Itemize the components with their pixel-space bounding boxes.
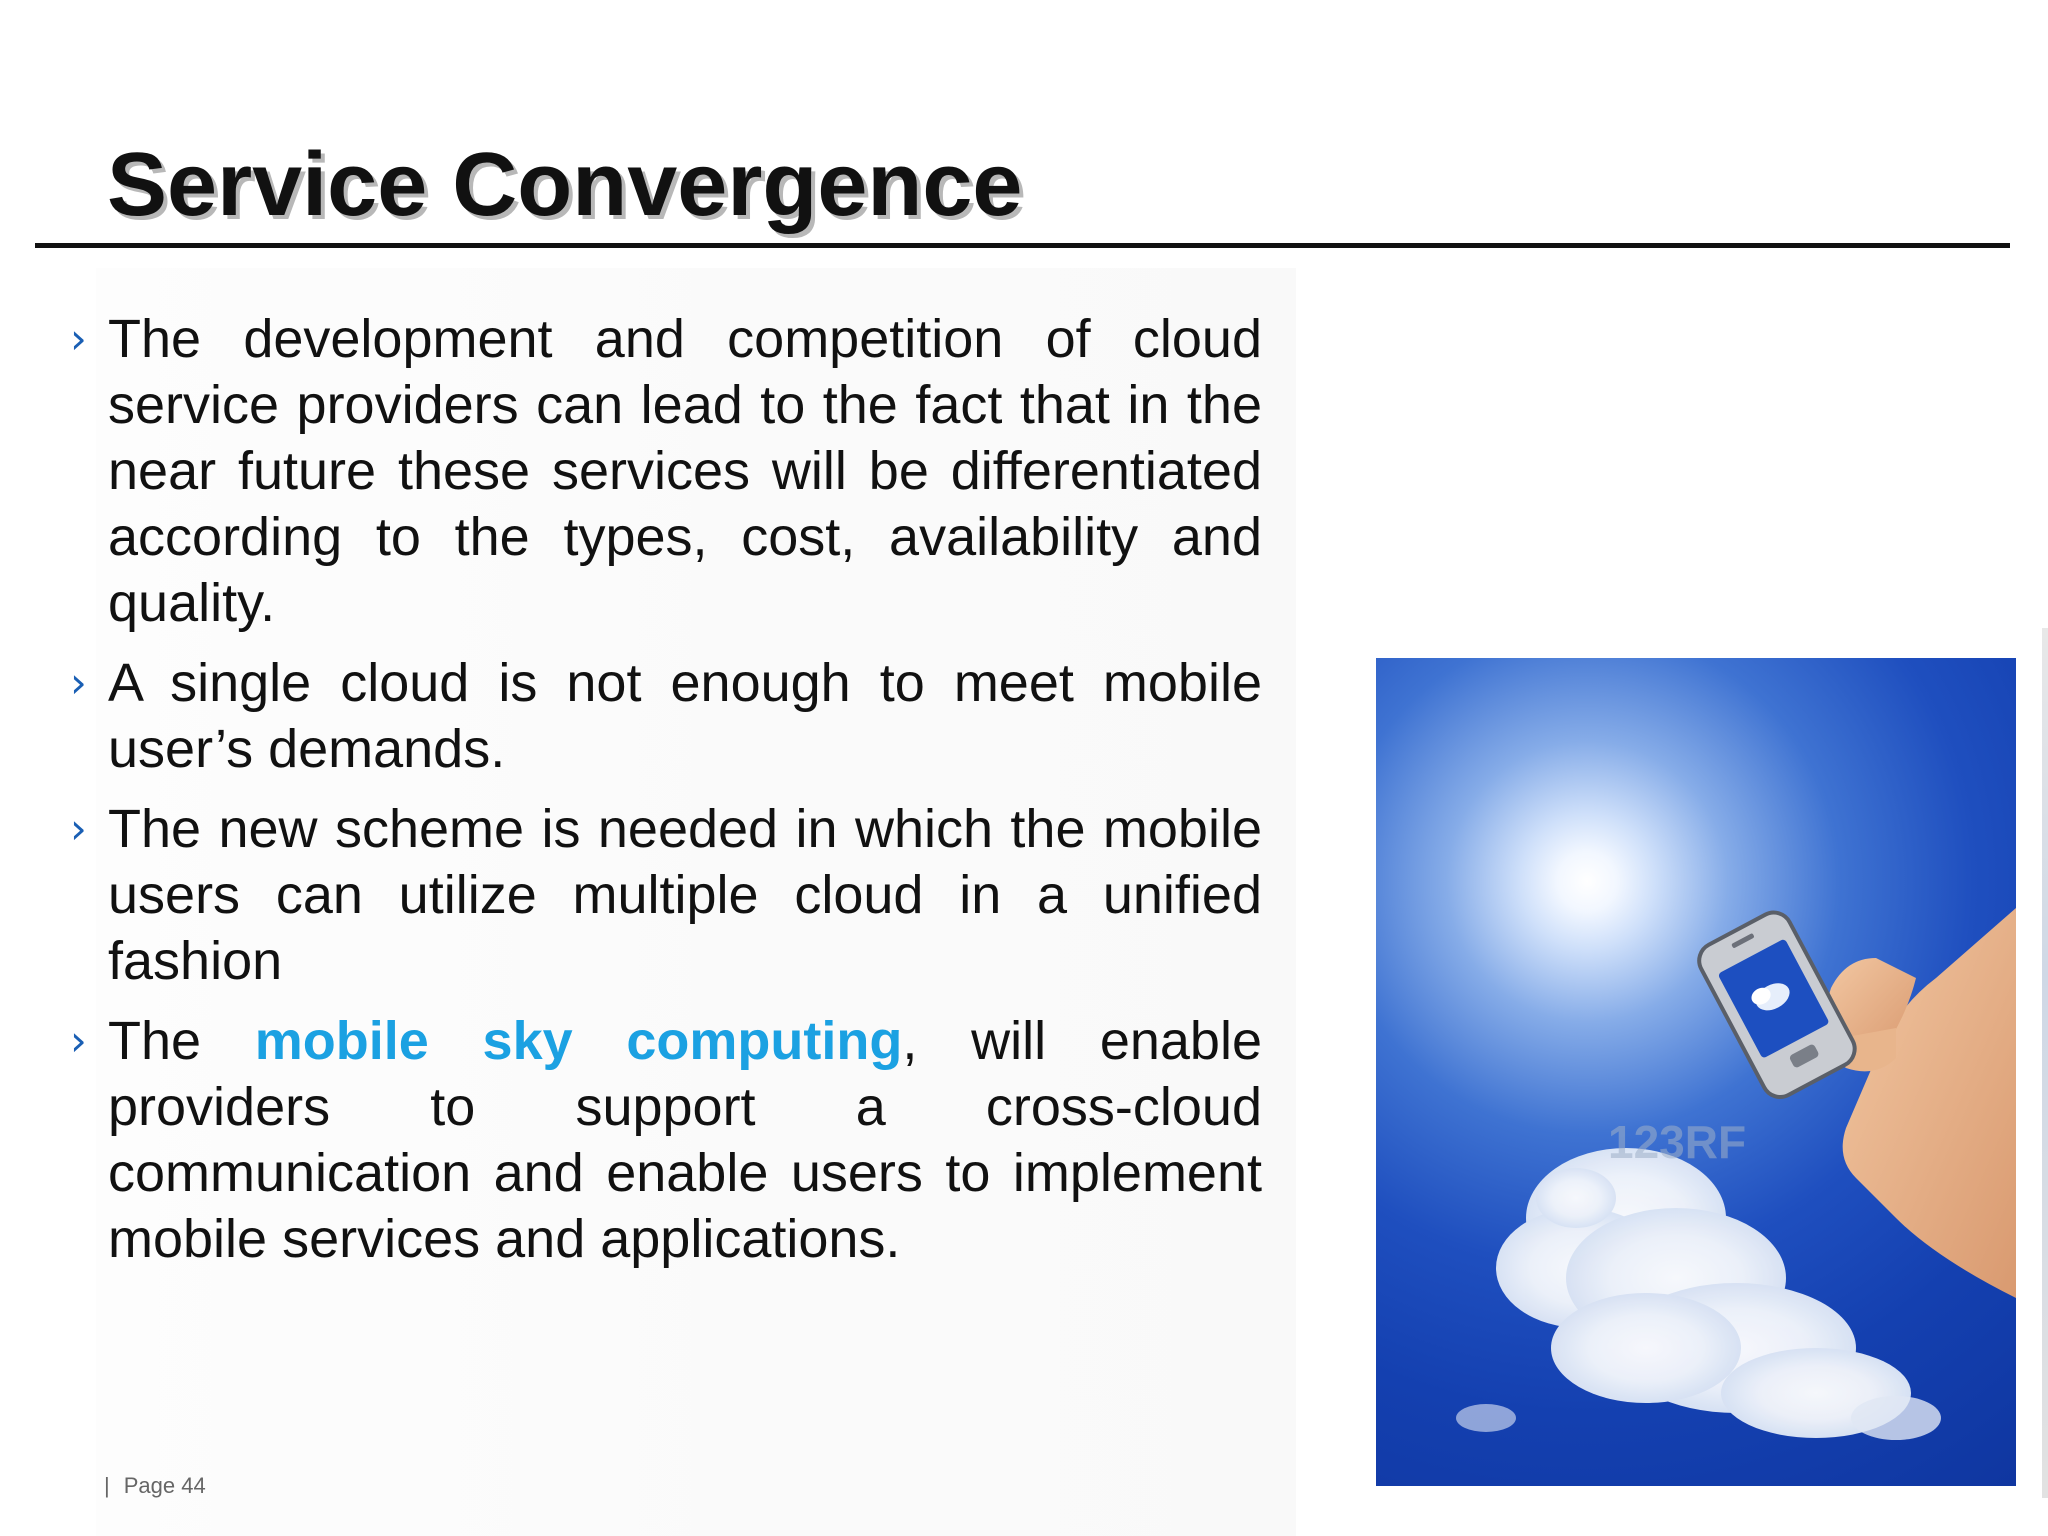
phone-icon: [1693, 906, 1861, 1103]
bullet-item-3: [62, 796, 1262, 994]
bullet-item-2: [62, 650, 1262, 782]
chevron-right-icon: ›: [70, 804, 87, 853]
chevron-right-icon: ›: [70, 314, 87, 363]
page-footer: [104, 1472, 206, 1500]
bullet-item-1: [62, 306, 1262, 636]
bullet-text: The new scheme is needed in which the mobile users can utilize multiple cloud in a unified fashion: [108, 799, 1262, 991]
bullet-text: A single cloud is not enough to meet mobile user’s demands.: [108, 653, 1262, 779]
bullet-text-before: The: [108, 1011, 255, 1071]
bullet-text: The development and competition of cloud service providers can lead to the fact that in the near future these services will be differentiated according to the types, cost, availability and quality.: [108, 309, 1262, 633]
edge-strip: [2042, 628, 2048, 1498]
chevron-right-icon: ›: [70, 658, 87, 707]
chevron-right-icon: ›: [70, 1016, 87, 1065]
title-divider: [35, 243, 2010, 248]
bullet-text-after: , will enable providers to support a cross-cloud communication and enable users to implement mobile services and applications.: [108, 1011, 1262, 1269]
page-number: Page 44: [123, 1473, 206, 1498]
footer-separator: |: [104, 1473, 110, 1498]
sky-phone-photo: [1376, 658, 2016, 1486]
highlight-term: mobile sky computing: [254, 1011, 903, 1071]
photo-illustration: [1376, 658, 2016, 1486]
bullet-text: [108, 1008, 1262, 1272]
cloud-shape: [1456, 1148, 1941, 1440]
watermark-text: 123RF: [1608, 1116, 1747, 1168]
slide-title: Service Convergence: [107, 135, 1023, 235]
bullet-item-4: [62, 1008, 1262, 1272]
bullet-list: [62, 306, 1262, 1286]
